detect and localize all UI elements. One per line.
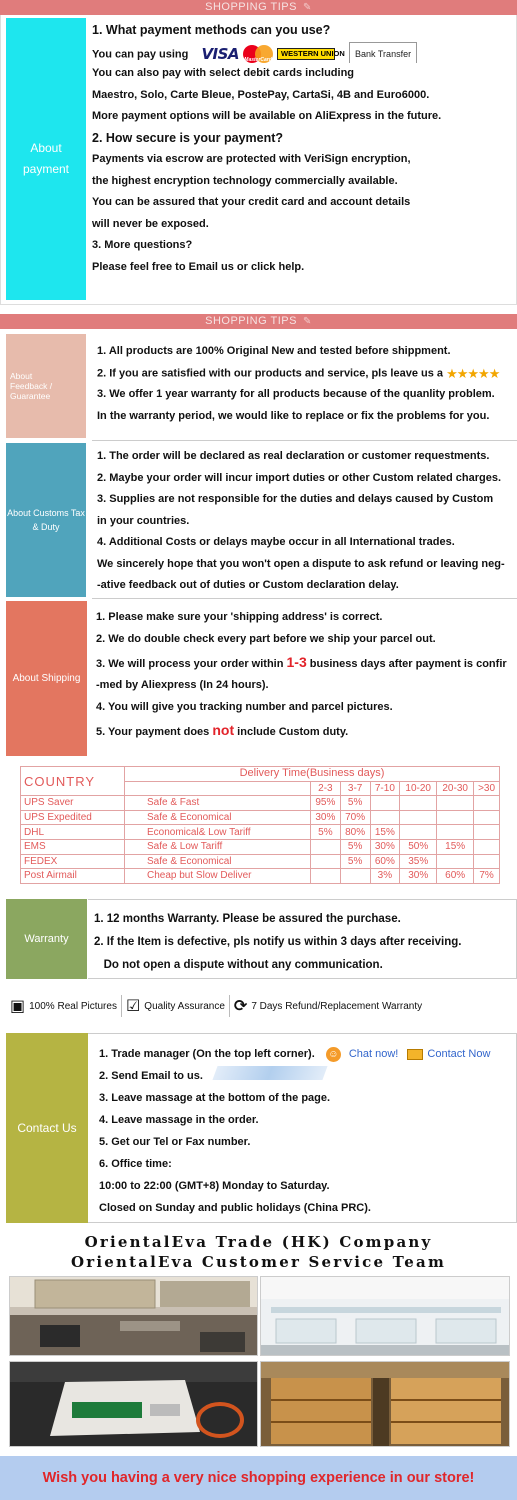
shipping-side-label [6, 601, 87, 756]
contact-side-label [6, 1033, 88, 1223]
shopping-tips-bar [0, 0, 517, 15]
carrier-cell: UPS Saver [21, 796, 125, 811]
shopping-tips-label: SHOPPING TIPS [205, 1, 297, 13]
feedback-line: In the warranty period, we would like to replace or fix the problems for you. [97, 409, 490, 422]
refresh-icon: ⟳ [233, 998, 248, 1015]
customs-line: 3. Supplies are not responsible for the duties and delays caused by Custom [97, 493, 494, 505]
description-cell: Safe & Low Tariff [125, 839, 311, 854]
mastercard-logo: MasterCard [243, 45, 273, 63]
feedback-line: 1. All products are 100% Original New and tested before shippment. [97, 345, 451, 357]
range-cell: 7-10 [370, 781, 400, 796]
range-cell: 3-7 [340, 781, 370, 796]
customs-line: 2. Maybe your order will incur import duties or other Custom related charges. [97, 471, 502, 484]
warranty-line: Do not open a dispute without any communication. [94, 959, 383, 971]
assurance-label: 100% Real Pictures [29, 1000, 117, 1012]
delivery-time-header: Delivery Time(Business days) [125, 767, 500, 782]
carrier-cell: DHL [21, 825, 125, 840]
description-cell: Safe & Economical [125, 810, 311, 825]
shipping-line: 4. You will give you tracking number and parcel pictures. [96, 700, 393, 713]
payment-side-text: About payment [22, 141, 70, 176]
shipping-line: 1. Please make sure your 'shipping address' is correct. [96, 611, 383, 623]
customs-line: 4. Additional Costs or delays maybe occur in all International trades. [97, 536, 455, 548]
carrier-cell: UPS Expedited [21, 810, 125, 825]
description-cell: Economical& Low Tariff [125, 825, 311, 840]
percent-cell [311, 869, 341, 884]
wish-banner [0, 1456, 517, 1500]
office-photo-workspace [260, 1276, 510, 1356]
percent-cell [474, 810, 500, 825]
table-row [21, 869, 500, 884]
carrier-cell: Post Airmail [21, 869, 125, 884]
percent-cell: 5% [340, 854, 370, 869]
payment-question-1: 1. What payment methods can you use? [92, 23, 331, 37]
percent-cell: 30% [400, 869, 437, 884]
visa-logo: VISA [201, 44, 240, 63]
description-cell: Cheap but Slow Deliver [125, 869, 311, 884]
bank-transfer-logo: Bank Transfer [349, 42, 417, 64]
percent-cell [474, 796, 500, 811]
feedback-line: 3. We offer 1 year warranty for all products because of the quanlity problem. [97, 388, 495, 400]
contact-line: 10:00 to 22:00 (GMT+8) Monday to Saturday. [99, 1180, 330, 1192]
payment-text-line: will never be exposed. [92, 217, 209, 230]
percent-cell: 5% [311, 825, 341, 840]
carrier-cell: FEDEX [21, 854, 125, 869]
wish-text: Wish you having a very nice shopping experience in our store! [42, 1470, 475, 1486]
contact-side-text: Contact Us [17, 1120, 77, 1135]
contact-line-trade-manager: 1. Trade manager (On the top left corner). ☺ Chat now! Contact Now [99, 1048, 491, 1060]
customs-side-label [6, 443, 86, 597]
email-envelope-graphic [212, 1066, 327, 1080]
percent-cell: 5% [340, 839, 370, 854]
customs-side-text: About Customs Tax & Duty [7, 508, 85, 532]
payment-text-line: the highest encryption technology commercially available. [92, 174, 398, 187]
assurance-label: 7 Days Refund/Replacement Warranty [251, 1000, 423, 1012]
percent-cell [437, 796, 474, 811]
contact-now-link[interactable]: Contact Now [427, 1048, 491, 1060]
payment-text-line: You can also pay with select debit cards including [92, 67, 355, 79]
percent-cell [311, 854, 341, 869]
customs-line: 1. The order will be declared as real declaration or customer requestments. [97, 450, 490, 462]
customs-line: We sincerely hope that you won't open a dispute to ask refund or leaving neg- [97, 557, 505, 570]
product-photo-device [9, 1361, 258, 1447]
warranty-side-text: Warranty [24, 932, 69, 945]
assurance-item [6, 995, 122, 1017]
percent-cell [400, 810, 437, 825]
divider [92, 440, 517, 441]
description-cell: Safe & Economical [125, 854, 311, 869]
assurance-strip [6, 990, 511, 1022]
contact-line: 6. Office time: [99, 1158, 172, 1170]
contact-line: 2. Send Email to us. [99, 1070, 203, 1082]
delivery-time-table [20, 766, 500, 884]
team-name: OrientalEva Customer Service Team [70, 1253, 447, 1271]
percent-cell: 30% [370, 839, 400, 854]
table-row [21, 810, 500, 825]
customs-line: -ative feedback out of duties or Custom declaration delay. [97, 579, 399, 591]
chat-icon[interactable]: ☺ [326, 1047, 341, 1062]
percent-cell: 30% [311, 810, 341, 825]
range-cell: 10-20 [400, 781, 437, 796]
table-row [21, 854, 500, 869]
chat-now-link[interactable]: Chat now! [348, 1048, 399, 1060]
payment-text-line: More payment options will be available on AliExpress in the future. [92, 110, 442, 122]
percent-cell [437, 825, 474, 840]
assurance-label: Quality Assurance [144, 1000, 225, 1012]
percent-cell [474, 839, 500, 854]
country-header: COUNTRY [21, 767, 125, 796]
percent-cell: 60% [437, 869, 474, 884]
days-highlight: 1-3 [286, 654, 307, 670]
shipping-line: -med by Aliexpress (In 24 hours). [96, 679, 269, 691]
five-stars-icon: ★★★★★ [446, 365, 500, 381]
shipping-line-process: 3. We will process your order within 1-3 business days after payment is confir [96, 654, 507, 670]
payment-help-line: Please feel free to Email us or click help. [92, 260, 305, 273]
percent-cell [437, 854, 474, 869]
contact-line: 3. Leave massage at the bottom of the page. [99, 1092, 331, 1104]
percent-cell [400, 825, 437, 840]
payment-content [92, 20, 517, 278]
percent-cell [311, 839, 341, 854]
percent-cell [370, 796, 400, 811]
contact-line: 5. Get our Tel or Fax number. [99, 1136, 251, 1148]
shipping-line-duty: 5. Your payment does not include Custom duty. [96, 722, 349, 738]
pay-using-text: You can pay using [92, 48, 189, 61]
table-header-row [21, 767, 500, 782]
shopping-tips-label: SHOPPING TIPS [205, 315, 297, 327]
percent-cell: 7% [474, 869, 500, 884]
percent-cell [474, 825, 500, 840]
range-cell: 2-3 [311, 781, 341, 796]
shipping-line: 2. We do double check every part before we ship your parcel out. [96, 632, 436, 645]
warranty-line: 2. If the Item is defective, pls notify us within 3 days after receiving. [94, 936, 462, 948]
warranty-frame [88, 899, 517, 979]
table-row [21, 825, 500, 840]
description-cell: Safe & Fast [125, 796, 311, 811]
camera-icon: ▣ [10, 998, 26, 1015]
table-row [21, 796, 500, 811]
percent-cell: 80% [340, 825, 370, 840]
western-union-logo: WESTERN UNION [277, 48, 335, 60]
pin-icon: ✎ [302, 2, 312, 13]
percent-cell [340, 869, 370, 884]
payment-question-3: 3. More questions? [92, 239, 193, 251]
percent-cell [370, 810, 400, 825]
payment-side-label [6, 18, 86, 300]
assurance-item [230, 995, 426, 1017]
contact-line: 4. Leave massage in the order. [99, 1114, 259, 1126]
divider [92, 598, 517, 599]
percent-cell: 95% [311, 796, 341, 811]
percent-cell: 15% [370, 825, 400, 840]
range-cell: 20-30 [437, 781, 474, 796]
customs-content [97, 446, 517, 597]
warehouse-photo [260, 1361, 510, 1447]
percent-cell [400, 796, 437, 811]
percent-cell [437, 810, 474, 825]
range-cell: >30 [474, 781, 500, 796]
shopping-tips-bar-2 [0, 314, 517, 329]
assurance-item [122, 995, 230, 1017]
feedback-line-stars: 2. If you are satisfied with our products and service, pls leave us a ★★★★★ [97, 365, 500, 381]
percent-cell: 15% [437, 839, 474, 854]
table-row [21, 839, 500, 854]
warranty-side-label [6, 899, 87, 979]
pay-using-row [92, 42, 517, 64]
shipping-content [96, 607, 517, 743]
percent-cell: 60% [370, 854, 400, 869]
customs-line: in your countries. [97, 514, 190, 527]
company-name: OrientalEva Trade (HK) Company [84, 1233, 433, 1251]
office-photo-map-room [9, 1276, 258, 1356]
mail-icon[interactable] [407, 1049, 423, 1060]
payment-text-line: You can be assured that your credit card and account details [92, 196, 411, 208]
payment-logos [201, 42, 417, 64]
contact-line: Closed on Sunday and public holidays (China PRC). [99, 1202, 371, 1214]
percent-cell: 5% [340, 796, 370, 811]
feedback-side-text: About Feedback / Guarantee [10, 371, 53, 401]
carrier-cell: EMS [21, 839, 125, 854]
warranty-line: 1. 12 months Warranty. Please be assured the purchase. [94, 913, 401, 925]
feedback-content [97, 341, 517, 427]
pin-icon: ✎ [302, 316, 312, 327]
feedback-side-label [6, 334, 86, 438]
payment-question-2: 2. How secure is your payment? [92, 130, 284, 145]
not-highlight: not [212, 722, 235, 738]
percent-cell: 70% [340, 810, 370, 825]
percent-cell: 35% [400, 854, 437, 869]
checkbox-icon: ☑ [125, 998, 141, 1015]
payment-text-line: Maestro, Solo, Carte Bleue, PostePay, CartaSi, 4B and Euro6000. [92, 88, 430, 101]
shipping-side-text: About Shipping [12, 673, 81, 684]
percent-cell [474, 854, 500, 869]
percent-cell: 3% [370, 869, 400, 884]
payment-text-line: Payments via escrow are protected with VeriSign encryption, [92, 153, 411, 165]
percent-cell: 50% [400, 839, 437, 854]
